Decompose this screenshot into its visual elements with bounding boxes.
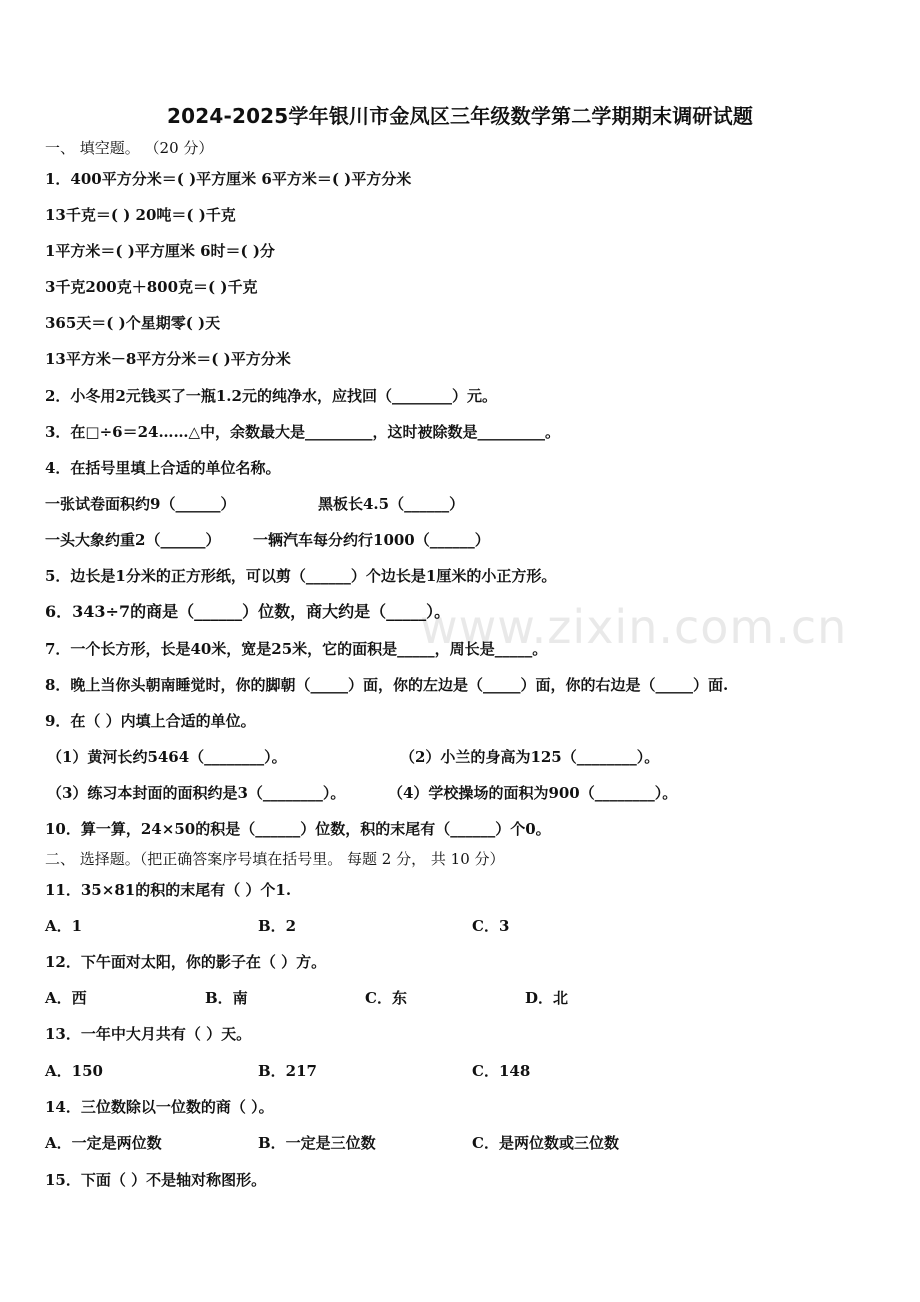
section-heading-fill-in: 一、 填空题。 （20 分） — [45, 139, 214, 157]
question-4-item-a: 一张试卷面积约9（______） — [45, 495, 236, 513]
question-11-option-a: A．1 — [45, 917, 83, 935]
question-4: 4．在括号里填上合适的单位名称。 — [45, 459, 281, 477]
question-14-option-b: B．一定是三位数 — [258, 1134, 376, 1152]
question-6: 6．343÷7的商是（______）位数，商大约是（_____）。 — [45, 602, 451, 621]
question-11-option-b: B．2 — [258, 917, 297, 935]
question-13: 13．一年中大月共有（ ）天。 — [45, 1025, 252, 1043]
question-1-line-1: 1．400平方分米＝( )平方厘米 6平方米＝( )平方分米 — [45, 170, 412, 188]
question-1-line-2: 13千克＝( ) 20吨＝( )千克 — [45, 206, 236, 224]
question-14-option-c: C．是两位数或三位数 — [472, 1134, 619, 1152]
question-12-option-a: A．西 — [45, 989, 87, 1007]
question-3: 3．在□÷6＝24……△中，余数最大是_________，这时被除数是_________。 — [45, 423, 561, 441]
question-14: 14．三位数除以一位数的商（ ）。 — [45, 1098, 274, 1116]
question-2: 2．小冬用2元钱买了一瓶1.2元的纯净水，应找回（________）元。 — [45, 387, 497, 405]
section-heading-choice: 二、 选择题。（把正确答案序号填在括号里。 每题 2 分， 共 10 分） — [45, 850, 505, 868]
question-12-option-c: C．东 — [365, 989, 407, 1007]
question-8: 8．晚上当你头朝南睡觉时，你的脚朝（_____）面，你的左边是（_____）面，你的右边是（_____）面. — [45, 676, 729, 694]
question-9-item-4: （4）学校操场的面积为900（________）。 — [388, 784, 678, 802]
question-13-option-a: A．150 — [45, 1062, 103, 1080]
question-11-option-c: C．3 — [472, 917, 510, 935]
question-12: 12．下午面对太阳，你的影子在（ ）方。 — [45, 953, 327, 971]
question-1-line-4: 3千克200克＋800克＝( )千克 — [45, 278, 258, 296]
question-4-item-c: 一头大象约重2（______） — [45, 531, 221, 549]
question-9: 9．在（ ）内填上合适的单位。 — [45, 712, 256, 730]
question-12-option-b: B．南 — [205, 989, 248, 1007]
question-7: 7．一个长方形，长是40米，宽是25米，它的面积是_____，周长是_____。 — [45, 640, 548, 658]
question-13-option-c: C．148 — [472, 1062, 531, 1080]
question-13-option-b: B．217 — [258, 1062, 317, 1080]
question-15: 15．下面（ ）不是轴对称图形。 — [45, 1171, 267, 1189]
question-1-line-5: 365天＝( )个星期零( )天 — [45, 314, 221, 332]
page-title: 2024-2025学年银川市金凤区三年级数学第二学期期末调研试题 — [166, 104, 754, 128]
question-11: 11．35×81的积的末尾有（ ）个1. — [45, 881, 292, 899]
question-9-item-1: （1）黄河长约5464（________）。 — [47, 748, 287, 766]
question-4-item-b: 黑板长4.5（______） — [318, 495, 465, 513]
question-4-item-d: 一辆汽车每分约行1000（______） — [253, 531, 490, 549]
question-12-option-d: D．北 — [525, 989, 569, 1007]
question-5: 5．边长是1分米的正方形纸，可以剪（______）个边长是1厘米的小正方形。 — [45, 567, 557, 585]
question-9-item-2: （2）小兰的身高为125（________）。 — [400, 748, 660, 766]
question-10: 10．算一算，24×50的积是（______）位数，积的末尾有（______）个0。 — [45, 820, 551, 838]
watermark: www.zixin.com.cn — [420, 600, 848, 654]
question-9-item-3: （3）练习本封面的面积约是3（________）。 — [47, 784, 346, 802]
question-1-line-3: 1平方米＝( )平方厘米 6时＝( )分 — [45, 242, 275, 260]
question-14-option-a: A．一定是两位数 — [45, 1134, 162, 1152]
question-1-line-6: 13平方米－8平方分米＝( )平方分米 — [45, 350, 291, 368]
